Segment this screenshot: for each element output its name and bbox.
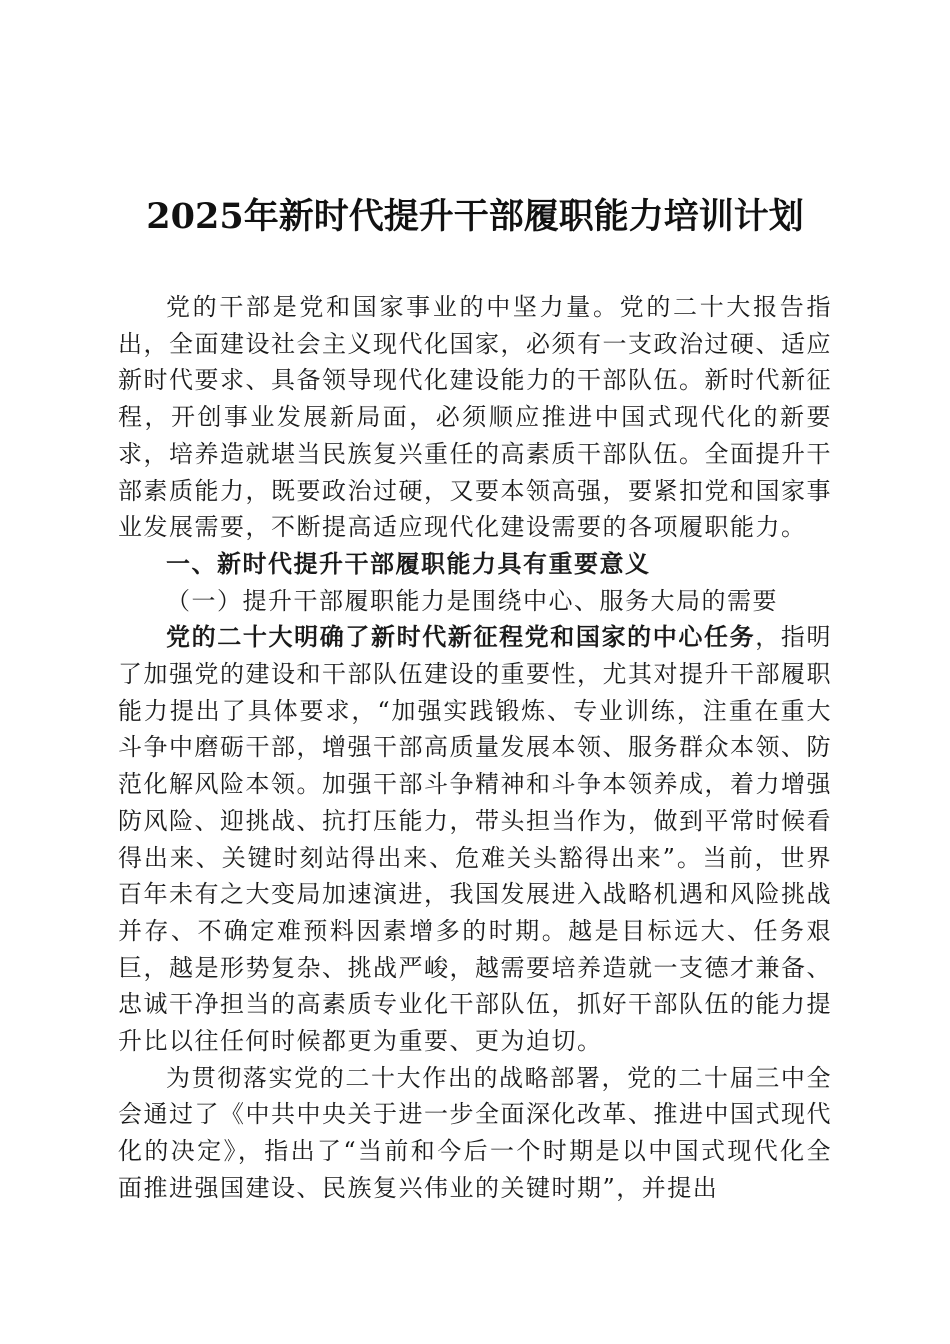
intro-paragraph: 党的干部是党和国家事业的中坚力量。党的二十大报告指出，全面建设社会主义现代化国家，必须有一支政治过硬、适应新时代要求、具备领导现代化建设能力的干部队伍。新时代新征程，开创事业发展新局面，必须顺应推进中国式现代化的新要求，培养造就堪当民族复兴重任的高素质干部队伍。全面提升干部素质能力，既要政治过硬，又要本领高强，要紧扣党和国家事业发展需要，不断提高适应现代化建设需要的各项履职能力。	[118, 293, 832, 542]
section-heading: 一、新时代提升干部履职能力具有重要意义	[166, 549, 651, 578]
subsection-heading: （一）提升干部履职能力是围绕中心、服务大局的需要	[166, 586, 778, 615]
body-paragraph-1	[118, 619, 832, 1059]
body-paragraph-2: 为贯彻落实党的二十大作出的战略部署，党的二十届三中全会通过了《中共中央关于进一步全面深化改革、推进中国式现代化的决定》，指出了“当前和今后一个时期是以中国式现代化全面推进强国建设、民族复兴伟业的关键时期”，并提出	[118, 1063, 832, 1202]
paragraph-lead-sentence: 党的二十大明确了新时代新征程党和国家的中心任务	[166, 622, 756, 652]
document-title: 2025年新时代提升干部履职能力培训计划	[146, 196, 804, 238]
paragraph-continuation: ，指明了加强党的建设和干部队伍建设的重要性，尤其对提升干部履职能力提出了具体要求，“加强实践锻炼、专业训练，注重在重大斗争中磨砺干部，增强干部高质量发展本领、服务群众本领、防范化解风险本领。加强干部斗争精神和斗争本领养成，着力增强防风险、迎挑战、抗打压能力，带头担当作为，做到平常时候看得出来、关键时刻站得出来、危难关头豁得出来”。当前，世界百年未有之大变局加速演进，我国发展进入战略机遇和风险挑战并存、不确定难预料因素增多的时期。越是目标远大、任务艰巨，越是形势复杂、挑战严峻，越需要培养造就一支德才兼备、忠诚干净担当的高素质专业化干部队伍，抓好干部队伍的能力提升比以往任何时候都更为重要、更为迫切。	[118, 623, 833, 1056]
document-body	[118, 289, 832, 1207]
